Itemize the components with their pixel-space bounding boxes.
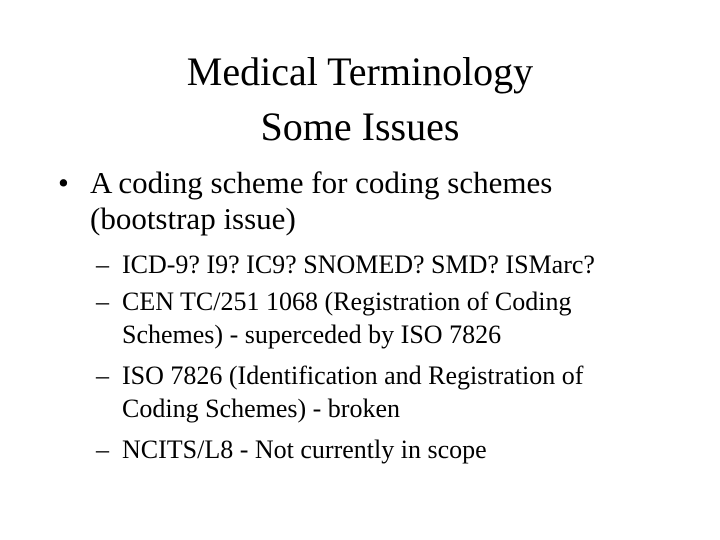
sub-item-text: ISO 7826 (Identification and Registration of bbox=[122, 361, 584, 390]
sub-item-text: NCITS/L8 - Not currently in scope bbox=[122, 435, 487, 464]
bullet-text-line-2: (bootstrap issue) bbox=[90, 201, 296, 236]
dash-marker: – bbox=[96, 287, 109, 316]
dash-marker: – bbox=[96, 361, 109, 390]
sub-item-text: CEN TC/251 1068 (Registration of Coding bbox=[122, 287, 572, 316]
dash-marker: – bbox=[96, 435, 109, 464]
sub-item-3-continuation: Coding Schemes) - broken bbox=[122, 394, 401, 423]
bullet-marker: • bbox=[58, 165, 69, 200]
bullet-text-line-1: A coding scheme for coding schemes bbox=[90, 165, 553, 200]
sub-item-2-continuation: Schemes) - superceded by ISO 7826 bbox=[122, 320, 502, 349]
dash-marker: – bbox=[96, 250, 109, 279]
slide-title-line-1: Medical Terminology bbox=[186, 49, 534, 94]
sub-item-text: ICD-9? I9? IC9? SNOMED? SMD? ISMarc? bbox=[122, 250, 595, 279]
slide-title-line-2: Some Issues bbox=[260, 104, 460, 149]
